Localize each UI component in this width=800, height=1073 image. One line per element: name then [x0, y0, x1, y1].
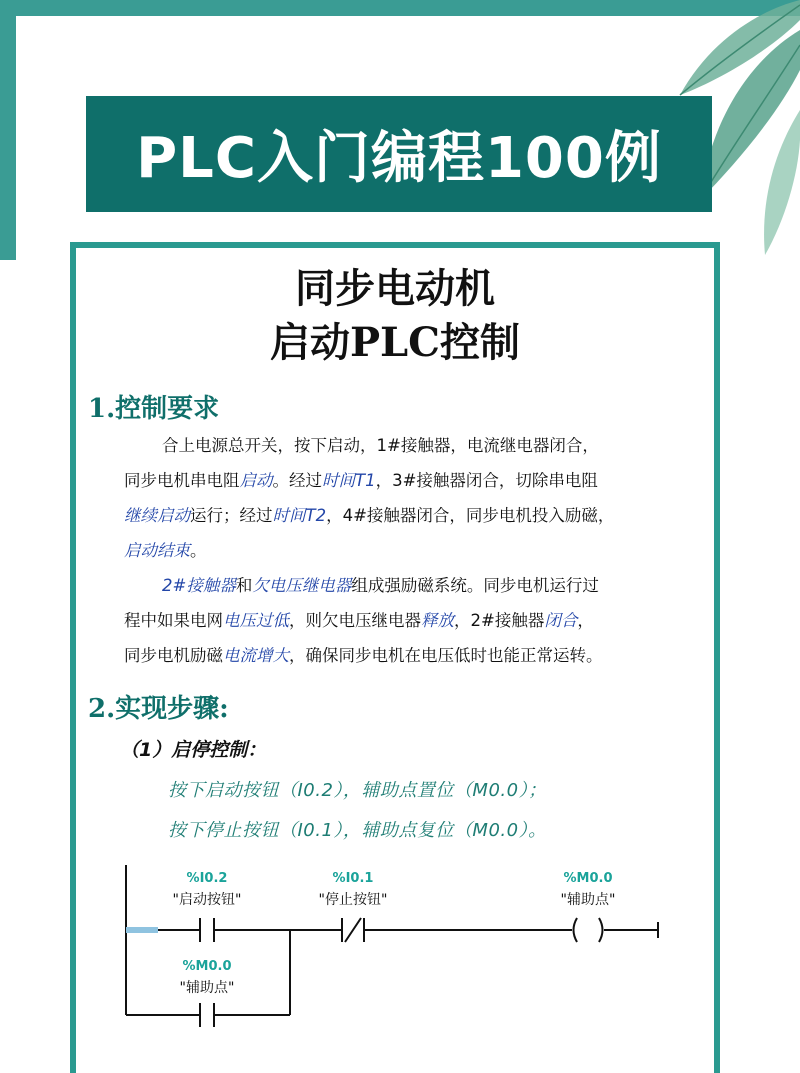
- section1-heading: 1.控制要求: [88, 394, 220, 424]
- seal-contact-address: %M0.0: [182, 959, 232, 974]
- stop-contact-name: "停止按钮": [318, 892, 388, 908]
- step-line-2: 按下停止按钮（I0.1），辅助点复位（M0.0）。: [168, 820, 547, 841]
- step-line-1: 按下启动按钮（I0.2），辅助点置位（M0.0）；: [168, 780, 547, 801]
- start-contact-name: "启动按钮": [172, 892, 242, 908]
- page-title: PLC入门编程100例: [136, 126, 662, 191]
- coil-address: %M0.0: [563, 871, 613, 886]
- start-contact-address: %I0.2: [186, 871, 228, 886]
- card-title-line1: 同步电动机: [295, 265, 495, 312]
- seal-contact: [200, 1003, 214, 1027]
- output-coil: [574, 918, 603, 942]
- section1-paragraph2: 2#接触器和欠电压继电器组成强励磁系统。同步电机运行过 程中如果电网电压过低，则欠电压继电器释放，2#接触器闭合， 同步电机励磁电流增大，确保同步电机在电压低时也能正常运转。: [124, 576, 603, 665]
- section2-subheading: （1）启停控制：: [120, 739, 267, 761]
- coil-name: "辅助点": [560, 892, 616, 908]
- ladder-diagram: [110, 860, 680, 1030]
- stop-contact-address: %I0.1: [332, 871, 374, 886]
- card-title: [70, 262, 720, 370]
- section2-heading: 2.实现步骤:: [88, 694, 229, 724]
- seal-contact-name: "辅助点": [179, 980, 235, 996]
- page-title-banner: [86, 96, 712, 212]
- section1-paragraph1: 合上电源总开关，按下启动，1#接触器，电流继电器闭合， 同步电机串电阻启动。经过时间T1，3#接触器闭合，切除串电阻 继续启动运行；经过时间T2，4#接触器闭合，同步电机投入励磁， 启动结束。: [124, 436, 615, 560]
- start-contact: [200, 918, 214, 942]
- stop-contact: [342, 918, 364, 942]
- card-title-line2: 启动PLC控制: [269, 319, 521, 366]
